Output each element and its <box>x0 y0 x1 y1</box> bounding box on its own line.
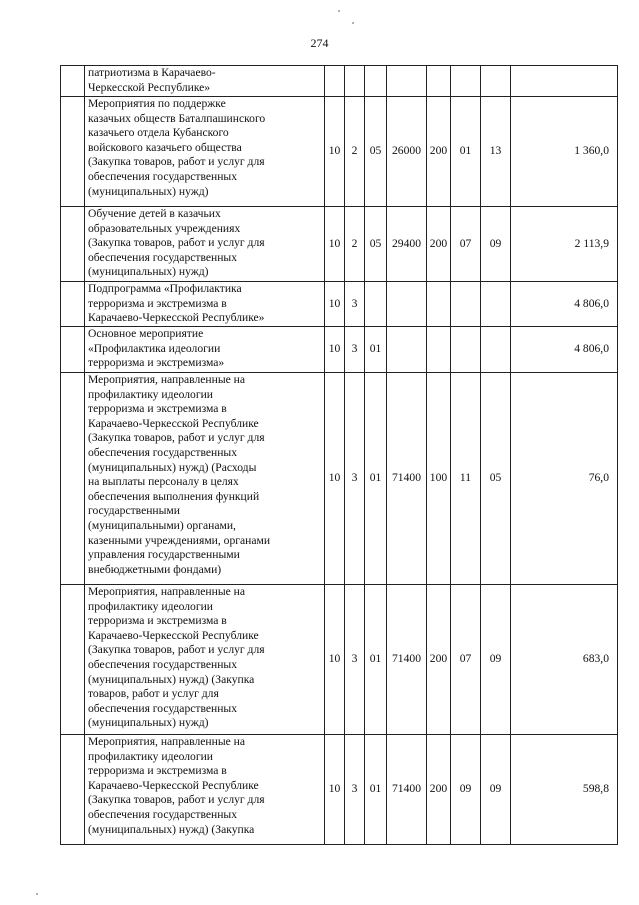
code-subchapter-cell <box>481 327 511 373</box>
table-row <box>61 373 618 585</box>
row-number-cell <box>61 327 85 373</box>
code-section-cell: 10 <box>325 373 345 585</box>
item-name-cell: Мероприятия по поддержке казачьих обществ Баталпашинского казачьего отдела Кубанского войскового казачьего общества (Закупка товаров, работ и услуг для обеспечения государственных (муниципальных) нужд) <box>85 97 325 207</box>
code-subchapter-cell: 09 <box>481 735 511 845</box>
row-number-cell <box>61 735 85 845</box>
row-number-cell <box>61 282 85 327</box>
code-subsection-cell: 3 <box>345 282 365 327</box>
code-expense-type-cell <box>427 66 451 97</box>
code-direction-cell: 26000 <box>387 97 427 207</box>
code-section-cell: 10 <box>325 97 345 207</box>
code-program-cell: 01 <box>365 373 387 585</box>
code-expense-type-cell: 200 <box>427 207 451 282</box>
code-expense-type-cell: 200 <box>427 735 451 845</box>
code-direction-cell: 29400 <box>387 207 427 282</box>
code-program-cell: 01 <box>365 585 387 735</box>
code-expense-type-cell <box>427 282 451 327</box>
code-chapter-cell: 07 <box>451 585 481 735</box>
page-number: 274 <box>310 36 329 50</box>
code-section-cell: 10 <box>325 207 345 282</box>
code-subsection-cell: 3 <box>345 735 365 845</box>
code-chapter-cell: 07 <box>451 207 481 282</box>
scan-speck <box>36 893 38 895</box>
code-direction-cell: 71400 <box>387 735 427 845</box>
code-subsection-cell: 3 <box>345 327 365 373</box>
code-chapter-cell: 09 <box>451 735 481 845</box>
code-section-cell: 10 <box>325 585 345 735</box>
amount-cell: 683,0 <box>511 585 618 735</box>
row-number-cell <box>61 585 85 735</box>
code-chapter-cell <box>451 282 481 327</box>
code-direction-cell <box>387 66 427 97</box>
code-chapter-cell <box>451 66 481 97</box>
table-row <box>61 66 618 97</box>
row-number-cell <box>61 97 85 207</box>
code-subsection-cell: 2 <box>345 97 365 207</box>
item-name-cell: Основное мероприятие «Профилактика идеологии терроризма и экстремизма» <box>85 327 325 373</box>
code-section-cell <box>325 66 345 97</box>
table-row <box>61 207 618 282</box>
code-subsection-cell: 3 <box>345 585 365 735</box>
code-chapter-cell: 01 <box>451 97 481 207</box>
code-section-cell: 10 <box>325 327 345 373</box>
code-section-cell: 10 <box>325 735 345 845</box>
code-subsection-cell: 3 <box>345 373 365 585</box>
amount-cell: 4 806,0 <box>511 282 618 327</box>
table-body <box>61 66 618 845</box>
code-direction-cell: 71400 <box>387 373 427 585</box>
amount-cell: 2 113,9 <box>511 207 618 282</box>
budget-table <box>60 65 618 845</box>
code-direction-cell: 71400 <box>387 585 427 735</box>
amount-cell: 1 360,0 <box>511 97 618 207</box>
amount-cell: 4 806,0 <box>511 327 618 373</box>
item-name-cell: Мероприятия, направленные на профилактику идеологии терроризма и экстремизма в Карачаево-Черкесской Республике (Закупка товаров, работ и услуг для обеспечения государственных (муниципальных) нужд) (Закупка <box>85 735 325 845</box>
item-name-cell: Мероприятия, направленные на профилактику идеологии терроризма и экстремизма в Карачаево-Черкесской Республике (Закупка товаров, работ и услуг для обеспечения государственных (муниципальных) нужд) (Расходы на выплаты персоналу в целях обеспечения выполнения функций государственными (муниципальными) органами, казенными учреждениями, органами управления государственными внебюджетными фондами) <box>85 373 325 585</box>
code-subchapter-cell: 09 <box>481 585 511 735</box>
row-number-cell <box>61 373 85 585</box>
amount-cell <box>511 66 618 97</box>
code-subsection-cell: 2 <box>345 207 365 282</box>
code-program-cell <box>365 66 387 97</box>
scan-speck <box>352 22 354 24</box>
table-row <box>61 585 618 735</box>
amount-cell: 76,0 <box>511 373 618 585</box>
code-program-cell: 05 <box>365 207 387 282</box>
code-chapter-cell <box>451 327 481 373</box>
table-row <box>61 735 618 845</box>
code-expense-type-cell: 200 <box>427 585 451 735</box>
code-subchapter-cell <box>481 66 511 97</box>
scan-speck <box>338 10 340 12</box>
item-name-cell: Мероприятия, направленные на профилактику идеологии терроризма и экстремизма в Карачаево-Черкесской Республике (Закупка товаров, работ и услуг для обеспечения государственных (муниципальных) нужд) (Закупка товаров, работ и услуг для обеспечения государственных (муниципальных) нужд) <box>85 585 325 735</box>
row-number-cell <box>61 207 85 282</box>
code-subchapter-cell: 13 <box>481 97 511 207</box>
amount-cell: 598,8 <box>511 735 618 845</box>
item-name-cell: Подпрограмма «Профилактика терроризма и экстремизма в Карачаево-Черкесской Республике» <box>85 282 325 327</box>
code-program-cell: 01 <box>365 735 387 845</box>
item-name-cell: Обучение детей в казачьих образовательных учреждениях (Закупка товаров, работ и услуг для обеспечения государственных (муниципальных) нужд) <box>85 207 325 282</box>
code-section-cell: 10 <box>325 282 345 327</box>
code-subsection-cell <box>345 66 365 97</box>
code-expense-type-cell: 200 <box>427 97 451 207</box>
code-subchapter-cell: 05 <box>481 373 511 585</box>
table-row <box>61 282 618 327</box>
code-subchapter-cell <box>481 282 511 327</box>
code-program-cell: 01 <box>365 327 387 373</box>
code-program-cell: 05 <box>365 97 387 207</box>
table-row <box>61 97 618 207</box>
code-direction-cell <box>387 282 427 327</box>
row-number-cell <box>61 66 85 97</box>
code-program-cell <box>365 282 387 327</box>
code-chapter-cell: 11 <box>451 373 481 585</box>
table-row <box>61 327 618 373</box>
code-expense-type-cell: 100 <box>427 373 451 585</box>
item-name-cell: патриотизма в Карачаево- Черкесской Республике» <box>85 66 325 97</box>
code-expense-type-cell <box>427 327 451 373</box>
code-subchapter-cell: 09 <box>481 207 511 282</box>
code-direction-cell <box>387 327 427 373</box>
